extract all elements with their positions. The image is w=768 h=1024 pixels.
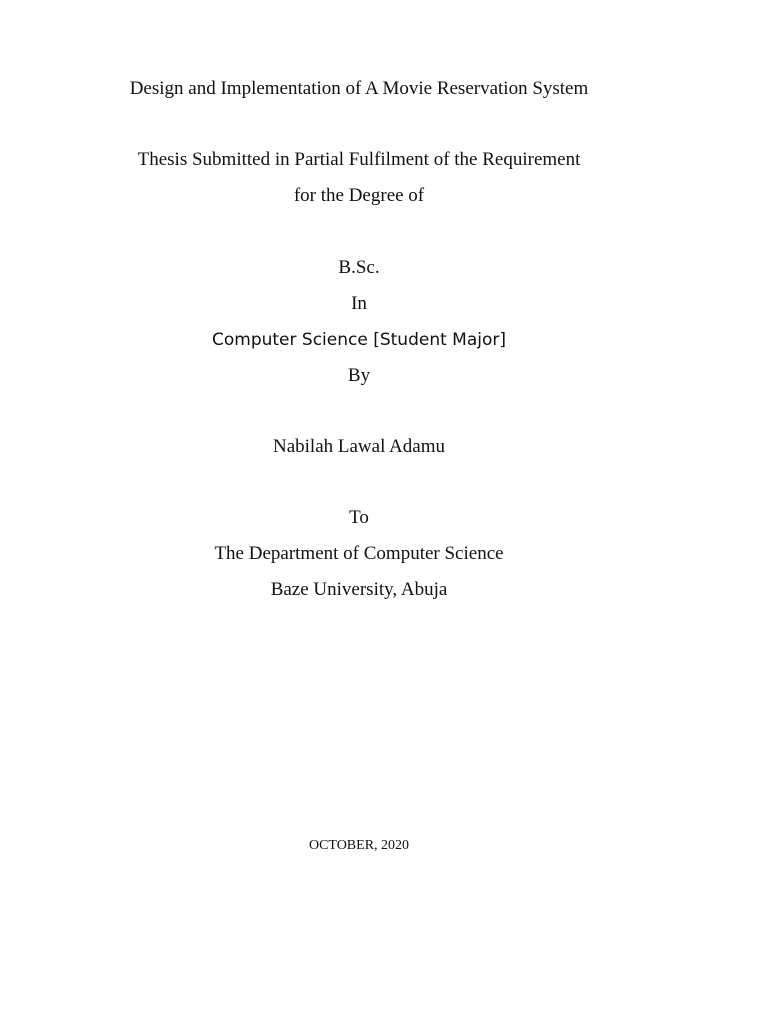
degree-major: Computer Science [Student Major]	[211, 330, 506, 350]
to-label: To	[349, 507, 369, 528]
author-name: Nabilah Lawal Adamu	[272, 436, 445, 457]
department-name: The Department of Computer Science	[214, 543, 504, 564]
submission-date: OCTOBER, 2020	[308, 838, 410, 853]
submission-statement-line-2: for the Degree of	[293, 185, 425, 206]
degree-in-label: In	[351, 293, 367, 314]
submission-statement-line-1: Thesis Submitted in Partial Fulfilment of the Requirement	[137, 149, 581, 170]
university-name: Baze University, Abuja	[270, 579, 448, 600]
thesis-title: Design and Implementation of A Movie Reservation System	[129, 78, 589, 99]
degree-name: B.Sc.	[338, 257, 380, 278]
by-label: By	[347, 365, 371, 386]
